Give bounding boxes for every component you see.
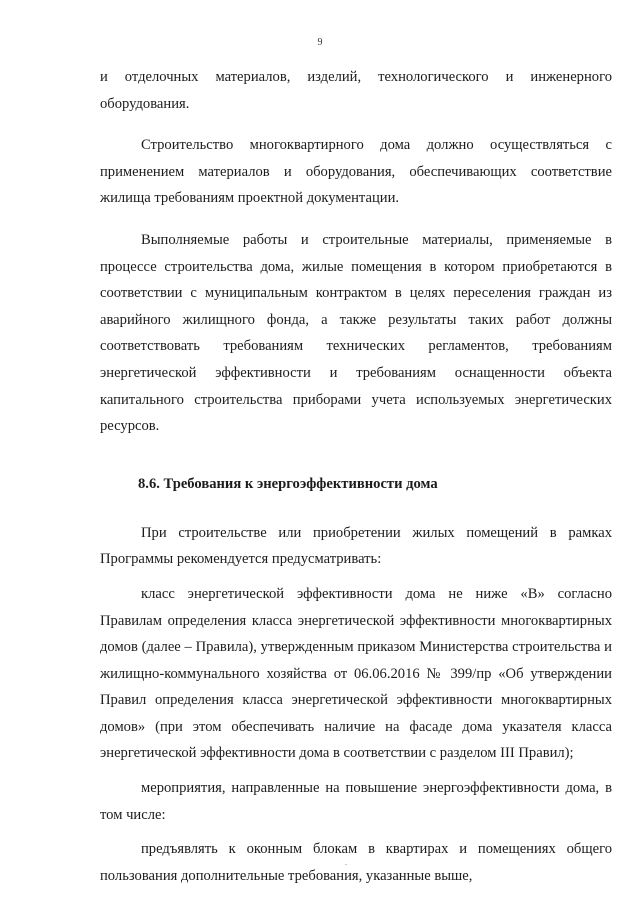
paragraph-energy-class: класс энергетической эффективности дома не ниже «В» согласно Правилам определения класса энергетической эффективности многоквартирных домов (далее – Правила), утвержденным приказом Министерства строительства и жилищно-коммунального хозяйства от 06.06.2016 № 399/пр «Об утверждении Правил определения класса энергетической эффективности многоквартирных домов» (при этом обеспечивать наличие на фасаде дома указателя класса энергетической эффективности дома в соответствии с разделом III Правил); xyxy=(100,585,612,762)
paragraph-window-requirements: предъявлять к оконным блокам в квартирах и помещениях общего пользования дополнительные требования, указанные выше, xyxy=(100,841,612,884)
section-heading: 8.6. Требования к энергоэффективности дома xyxy=(138,475,438,492)
paragraph-materials-continuation: и отделочных материалов, изделий, технологического и инженерного оборудования. xyxy=(100,69,612,112)
document-body xyxy=(100,64,612,889)
paragraph-construction-materials: Строительство многоквартирного дома должно осуществляться с применением материалов и оборудования, обеспечивающих соответствие жилища требованиям проектной документации. xyxy=(100,137,612,207)
page-number: 9 xyxy=(317,37,323,48)
footer-mark: . xyxy=(345,858,347,867)
paragraph-works-requirements: Выполняемые работы и строительные материалы, применяемые в процессе строительства дома, жилые помещения в котором приобретаются в соответствии с муниципальным контрактом в целях переселения граждан из аварийного жилищного фонда, а также результаты таких работ должны соответствовать требованиям технических регламентов, требованиям энергетической эффективности и требованиям оснащенности объекта капитального строительства приборами учета используемых энергетических ресурсов. xyxy=(100,231,612,435)
paragraph-program-intro: При строительстве или приобретении жилых помещений в рамках Программы рекомендуется предусматривать: xyxy=(100,524,612,568)
paragraph-measures: мероприятия, направленные на повышение энергоэффективности дома, в том числе: xyxy=(100,780,612,823)
